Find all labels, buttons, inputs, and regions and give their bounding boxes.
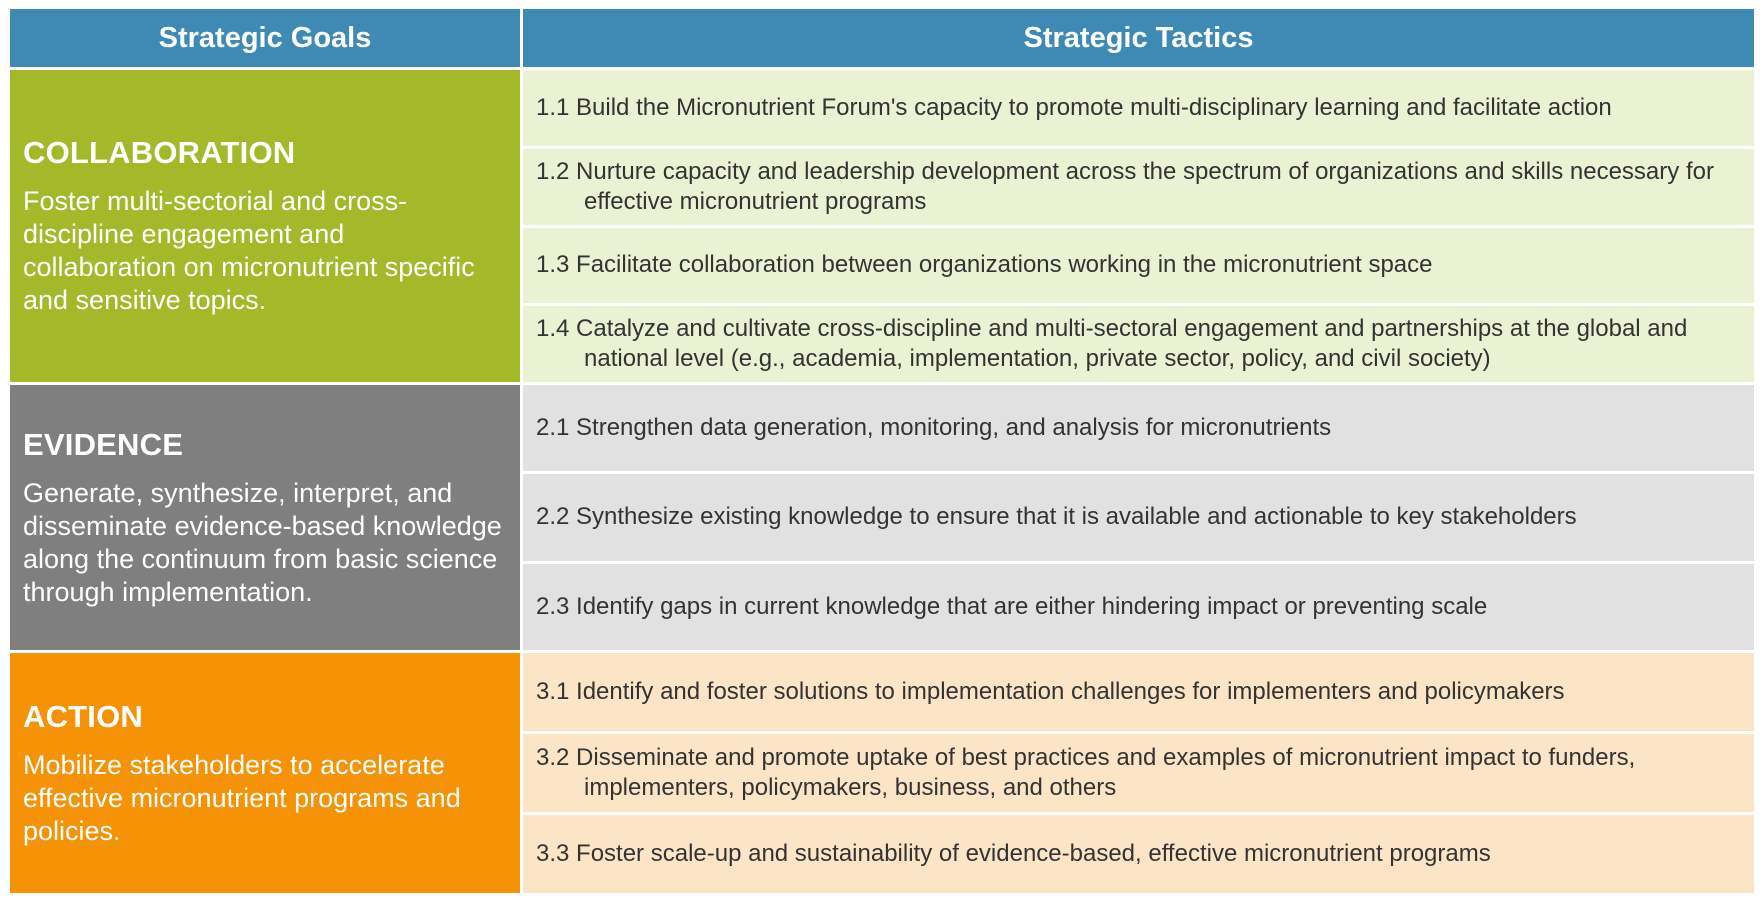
goal-cell-collaboration <box>10 70 520 382</box>
tactic-row <box>523 385 1754 471</box>
tactic-row <box>523 306 1754 382</box>
tactic-text: 3.1 Identify and foster solutions to implementation challenges for implementers and policymakers <box>536 678 1565 705</box>
tactic-text: 2.1 Strengthen data generation, monitoring, and analysis for micronutrients <box>536 414 1332 442</box>
goal-description: Mobilize stakeholders to accelerate effective micronutrient programs and policies. <box>23 749 461 846</box>
tactics-list-action <box>523 653 1754 893</box>
tactic-text: 2.2 Synthesize existing knowledge to ensure that it is available and actionable to key stakeholders <box>536 503 1577 531</box>
goal-title: EVIDENCE <box>23 426 184 462</box>
goal-title: ACTION <box>23 698 144 734</box>
tactic-text: 1.3 Facilitate collaboration between organizations working in the micronutrient space <box>536 251 1433 279</box>
goal-description: Generate, synthesize, interpret, and disseminate evidence-based knowledge along the continuum from basic science through implementation. <box>23 477 502 607</box>
tactics-list-evidence <box>523 385 1754 650</box>
goal-cell-evidence <box>10 385 520 650</box>
goal-description: Foster multi-sectorial and cross-discipline engagement and collaboration on micronutrient specific and sensitive topics. <box>23 186 475 315</box>
tactic-row <box>523 228 1754 304</box>
tactic-row <box>523 474 1754 560</box>
tactic-text: 3.2 Disseminate and promote uptake of best practices and examples of micronutrient impact to funders, implementers, policymakers, business, and others <box>536 744 1636 801</box>
tactic-text: 1.4 Catalyze and cultivate cross-discipline and multi-sectoral engagement and partnerships at the global and national level (e.g., academia, implementation, private sector, policy, and civil society) <box>536 315 1688 373</box>
tactic-text: 3.3 Foster scale-up and sustainability of evidence-based, effective micronutrient programs <box>536 840 1491 867</box>
tactic-row <box>523 734 1754 812</box>
tactic-row <box>523 815 1754 893</box>
goal-title: COLLABORATION <box>23 135 296 170</box>
tactic-text: 1.2 Nurture capacity and leadership development across the spectrum of organizations and skills necessary for effective micronutrient programs <box>536 157 1714 215</box>
goal-cell-action <box>10 653 520 893</box>
tactic-row <box>523 564 1754 650</box>
tactic-text: 1.1 Build the Micronutrient Forum's capacity to promote multi-disciplinary learning and facilitate action <box>536 93 1612 121</box>
tactic-text: 2.3 Identify gaps in current knowledge that are either hindering impact or preventing scale <box>536 592 1488 620</box>
header-strategic-goals: Strategic Goals <box>10 9 520 67</box>
tactics-list-collaboration <box>523 70 1754 382</box>
tactic-row <box>523 653 1754 731</box>
tactic-row <box>523 70 1754 146</box>
tactic-row <box>523 149 1754 225</box>
header-strategic-tactics: Strategic Tactics <box>523 9 1754 67</box>
strategy-table <box>10 9 1754 891</box>
